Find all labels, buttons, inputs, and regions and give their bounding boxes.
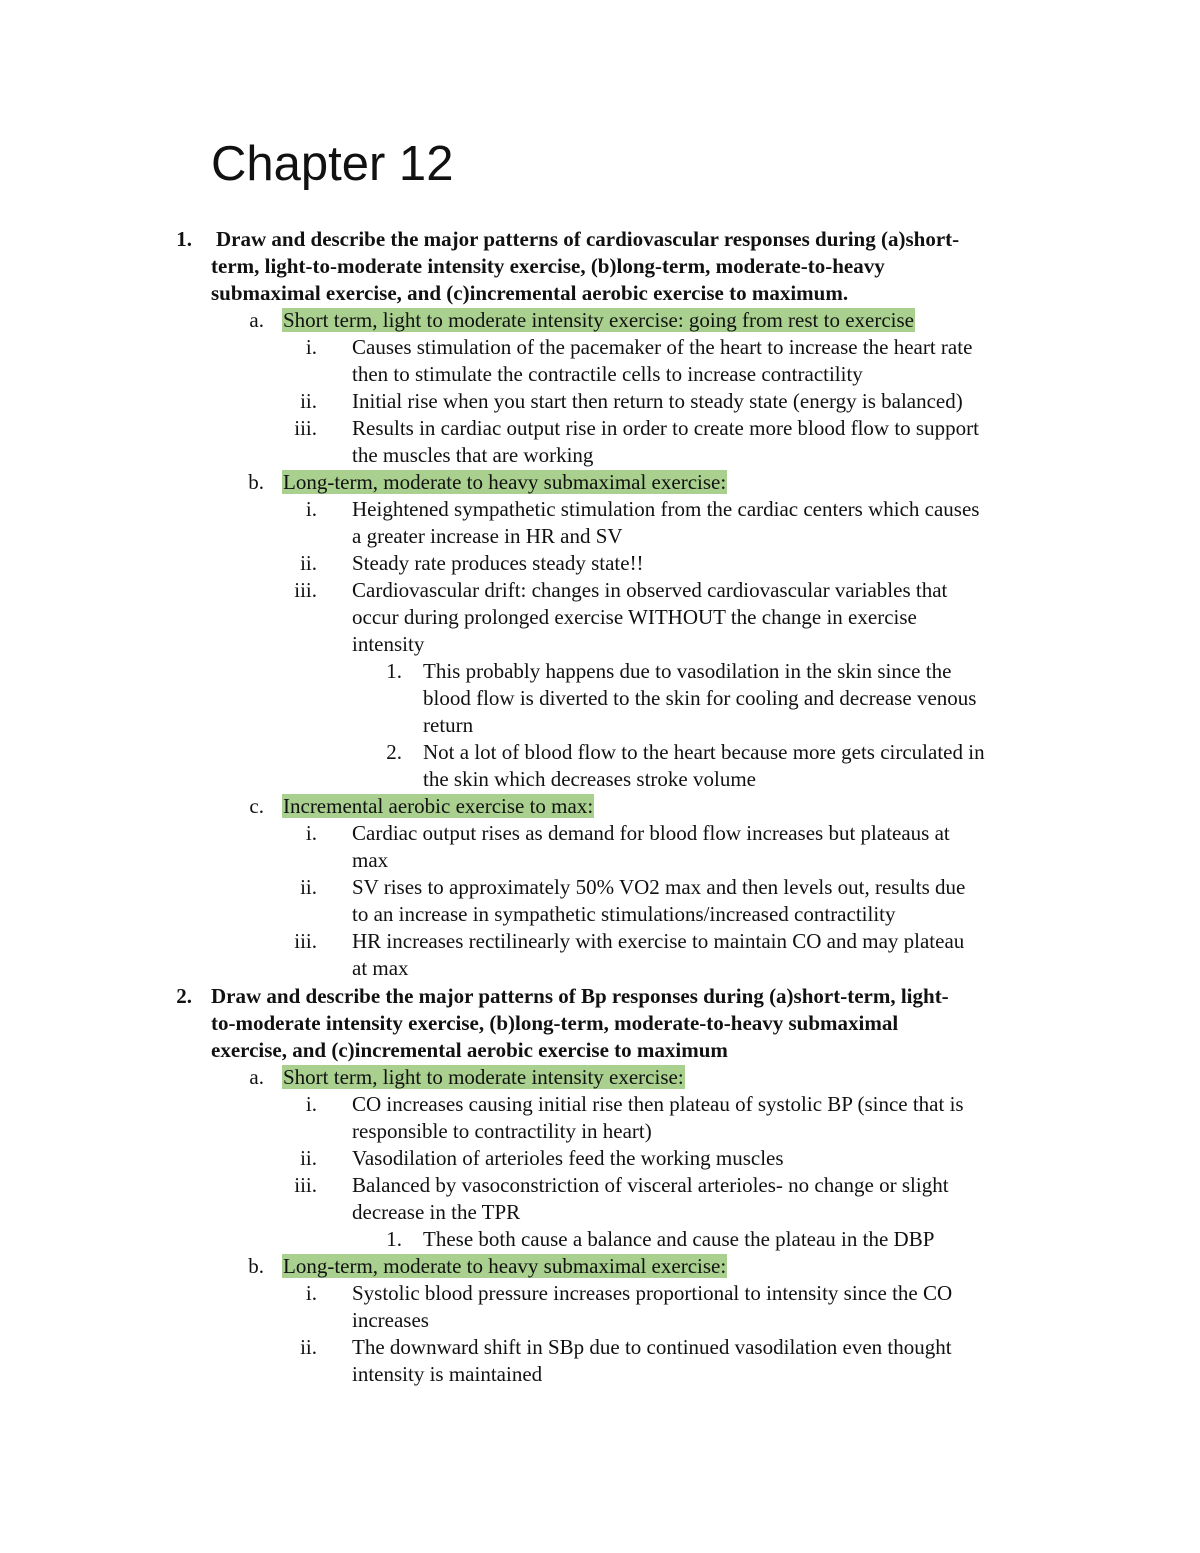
q1-b-heading: Long-term, moderate to heavy submaximal exercise: xyxy=(283,470,727,494)
q1-c-ii-marker: ii. xyxy=(300,875,317,899)
q2-a-iii-line: Balanced by vasoconstriction of visceral arterioles- no change or slight xyxy=(352,1173,949,1197)
q1-b-iii-2-line: Not a lot of blood flow to the heart because more gets circulated in xyxy=(423,740,985,764)
q1-b-marker: b. xyxy=(248,470,264,494)
q2-a-i-marker: i. xyxy=(305,1092,317,1116)
q1-a-ii-marker: ii. xyxy=(300,389,317,413)
q2-a-iii-line: decrease in the TPR xyxy=(352,1200,521,1224)
q1-b-iii-marker: iii. xyxy=(294,578,317,602)
q1-b-ii-marker: ii. xyxy=(300,551,317,575)
q1-a-iii-marker: iii. xyxy=(294,416,317,440)
q1-text-line: term, light-to-moderate intensity exercise, (b)long-term, moderate-to-heavy xyxy=(211,254,885,278)
q1-b-iii-1-line: return xyxy=(423,713,474,737)
q2-b-i-line: Systolic blood pressure increases proportional to intensity since the CO xyxy=(352,1281,953,1305)
q1-c-ii-line: to an increase in sympathetic stimulations/increased contractility xyxy=(352,902,896,926)
q1-c-i-marker: i. xyxy=(305,821,317,845)
q2-b-ii-line: intensity is maintained xyxy=(352,1362,543,1386)
q2-a-ii-line: Vasodilation of arterioles feed the working muscles xyxy=(352,1146,784,1170)
q1-a-i-line: then to stimulate the contractile cells to increase contractility xyxy=(352,362,863,386)
q1-b-iii-line: intensity xyxy=(352,632,425,656)
q2-number: 2. xyxy=(176,984,192,1008)
q1-a-i-marker: i. xyxy=(305,335,317,359)
q1-a-iii-line: the muscles that are working xyxy=(352,443,594,467)
q2-a-heading: Short term, light to moderate intensity exercise: xyxy=(283,1065,684,1089)
q1-b-iii-1-marker: 1. xyxy=(386,659,402,683)
q1-c-i-line: Cardiac output rises as demand for blood flow increases but plateaus at xyxy=(352,821,950,845)
q1-b-iii-2-line: the skin which decreases stroke volume xyxy=(423,767,756,791)
q1-text-line: submaximal exercise, and (c)incremental aerobic exercise to maximum. xyxy=(211,281,849,305)
q1-number: 1. xyxy=(176,227,192,251)
q1-a-iii-line: Results in cardiac output rise in order to create more blood flow to support xyxy=(352,416,979,440)
q2-b-i-marker: i. xyxy=(305,1281,317,1305)
page-title: Chapter 12 xyxy=(211,137,454,191)
q2-a-iii-marker: iii. xyxy=(294,1173,317,1197)
q1-b-i-line: a greater increase in HR and SV xyxy=(352,524,623,548)
q2-a-marker: a. xyxy=(249,1065,264,1089)
q1-c-heading: Incremental aerobic exercise to max: xyxy=(283,794,594,818)
q1-c-iii-marker: iii. xyxy=(294,929,317,953)
q2-a-iii-1-marker: 1. xyxy=(386,1227,402,1251)
q2-a-i-line: CO increases causing initial rise then plateau of systolic BP (since that is xyxy=(352,1092,964,1116)
q1-b-iii-1-line: This probably happens due to vasodilation in the skin since the xyxy=(423,659,952,683)
q2-b-heading: Long-term, moderate to heavy submaximal exercise: xyxy=(283,1254,727,1278)
q2-a-i-line: responsible to contractility in heart) xyxy=(352,1119,652,1143)
q1-b-iii-line: occur during prolonged exercise WITHOUT the change in exercise xyxy=(352,605,917,629)
q2-a-ii-marker: ii. xyxy=(300,1146,317,1170)
q2-b-marker: b. xyxy=(248,1254,264,1278)
q1-c-marker: c. xyxy=(249,794,264,818)
q1-b-ii-line: Steady rate produces steady state!! xyxy=(352,551,644,575)
q1-c-i-line: max xyxy=(352,848,389,872)
q1-a-ii-line: Initial rise when you start then return to steady state (energy is balanced) xyxy=(352,389,963,413)
q2-b-ii-marker: ii. xyxy=(300,1335,317,1359)
q1-b-iii-2-marker: 2. xyxy=(386,740,402,764)
q1-c-ii-line: SV rises to approximately 50% VO2 max and then levels out, results due xyxy=(352,875,966,899)
q1-b-i-line: Heightened sympathetic stimulation from the cardiac centers which causes xyxy=(352,497,980,521)
q2-b-ii-line: The downward shift in SBp due to continued vasodilation even thought xyxy=(352,1335,952,1359)
q1-c-iii-line: at max xyxy=(352,956,409,980)
q2-a-iii-1-line: These both cause a balance and cause the plateau in the DBP xyxy=(423,1227,935,1251)
q1-b-iii-line: Cardiovascular drift: changes in observed cardiovascular variables that xyxy=(352,578,948,602)
q2-b-i-line: increases xyxy=(352,1308,429,1332)
q2-text-line: exercise, and (c)incremental aerobic exercise to maximum xyxy=(211,1038,728,1062)
q1-c-iii-line: HR increases rectilinearly with exercise to maintain CO and may plateau xyxy=(352,929,965,953)
q1-a-heading: Short term, light to moderate intensity exercise: going from rest to exercise xyxy=(283,308,914,332)
q2-text-line: to-moderate intensity exercise, (b)long-term, moderate-to-heavy submaximal xyxy=(211,1011,899,1035)
q2-text-line: Draw and describe the major patterns of Bp responses during (a)short-term, light- xyxy=(211,984,949,1008)
q1-a-marker: a. xyxy=(249,308,264,332)
q1-text-line: Draw and describe the major patterns of cardiovascular responses during (a)short- xyxy=(216,227,960,251)
q1-a-i-line: Causes stimulation of the pacemaker of the heart to increase the heart rate xyxy=(352,335,973,359)
q1-b-i-marker: i. xyxy=(305,497,317,521)
q1-b-iii-1-line: blood flow is diverted to the skin for cooling and decrease venous xyxy=(423,686,977,710)
